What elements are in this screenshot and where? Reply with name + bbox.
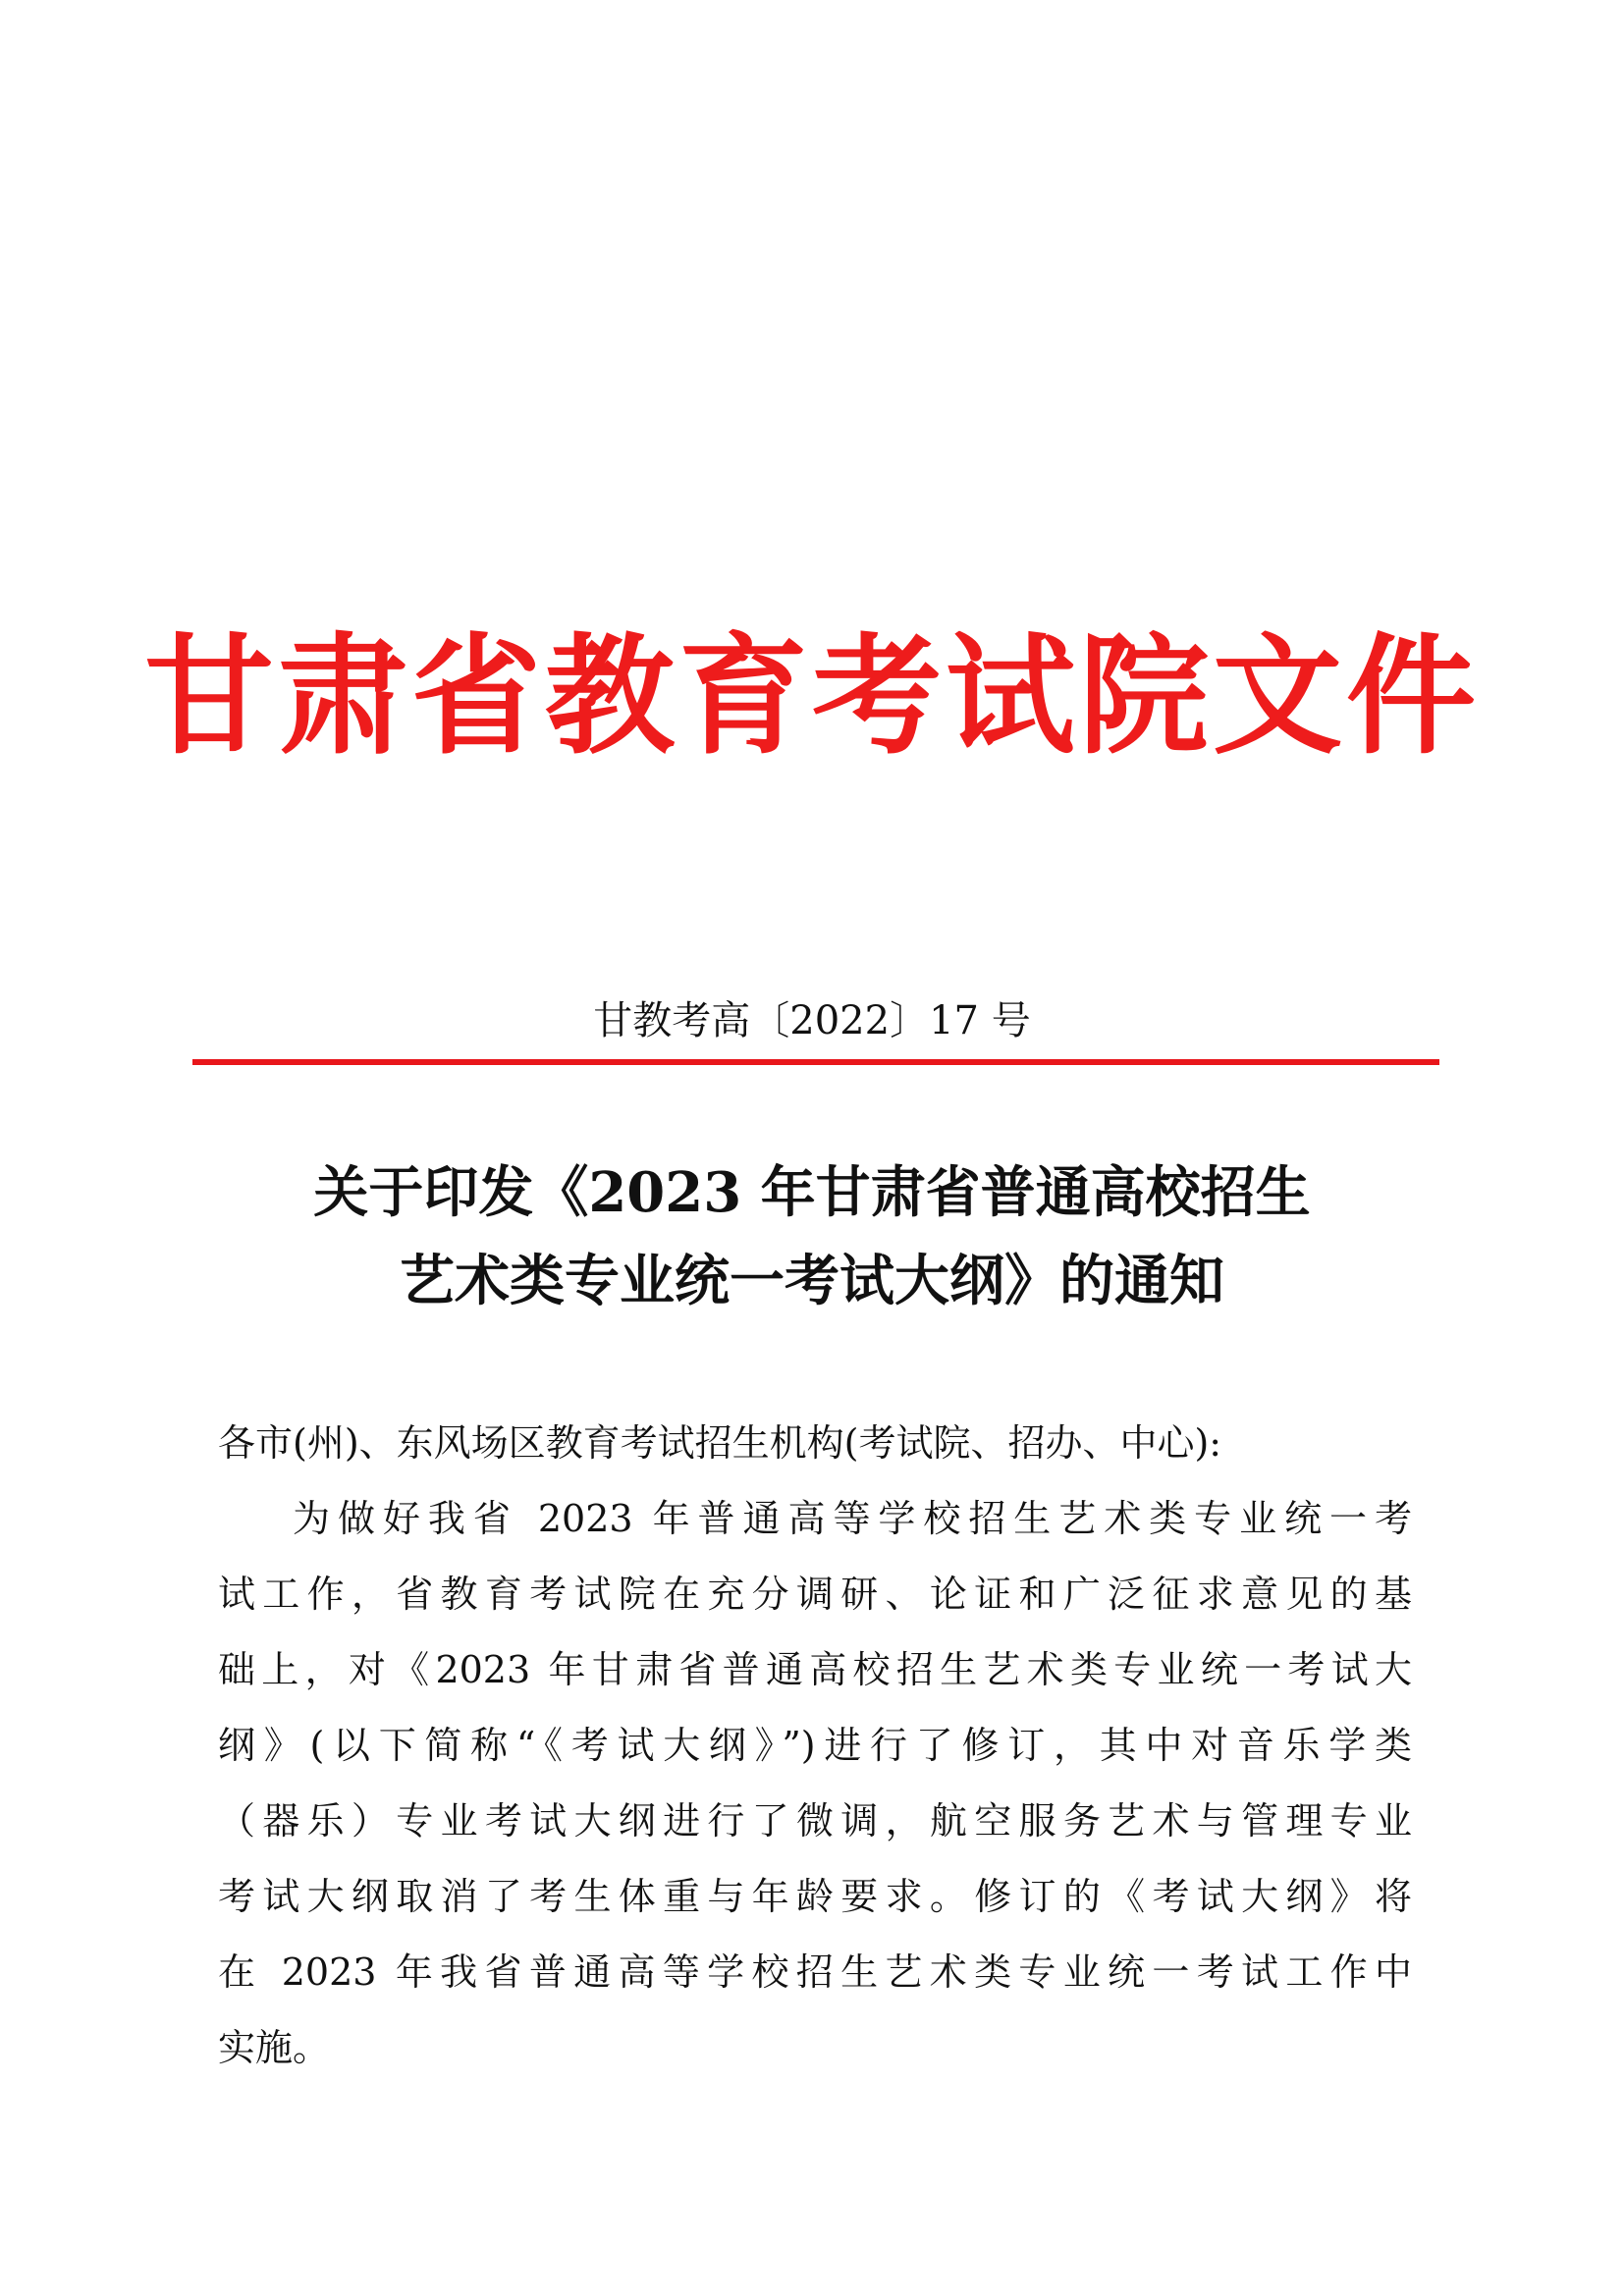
issuing-authority-header: 甘肃省教育考试院文件 (144, 620, 1480, 773)
body-line: 实施。 (218, 2026, 331, 2069)
body-line: 在 2023 年我省普通高等学校招生艺术类专业统一考试工作中 (218, 1950, 1412, 1994)
red-divider-line (192, 1059, 1439, 1065)
body-line: 考试大纲取消了考生体重与年龄要求。修订的《考试大纲》将 (218, 1875, 1412, 1918)
body-line: 础上，对《2023 年甘肃省普通高校招生艺术类专业统一考试大 (218, 1648, 1412, 1691)
body-line: 试工作，省教育考试院在充分调研、论证和广泛征求意见的基 (218, 1573, 1412, 1616)
notice-title-line-2: 艺术类专业统一考试大纲》的通知 (400, 1249, 1224, 1313)
notice-body (218, 1406, 1412, 2086)
document-number: 甘教考高〔2022〕17 号 (593, 998, 1031, 1043)
body-line: 为做好我省 2023 年普通高等学校招生艺术类专业统一考 (293, 1497, 1412, 1540)
body-line: （器乐）专业考试大纲进行了微调，航空服务艺术与管理专业 (218, 1799, 1412, 1842)
notice-title (118, 1148, 1506, 1325)
addressee-line: 各市(州)、东风场区教育考试招生机构(考试院、招办、中心): (218, 1421, 1222, 1465)
notice-title-line-1: 关于印发《2023 年甘肃省普通高校招生 (313, 1160, 1311, 1225)
body-line: 纲》(以下简称“《考试大纲》”)进行了修订，其中对音乐学类 (218, 1724, 1412, 1767)
